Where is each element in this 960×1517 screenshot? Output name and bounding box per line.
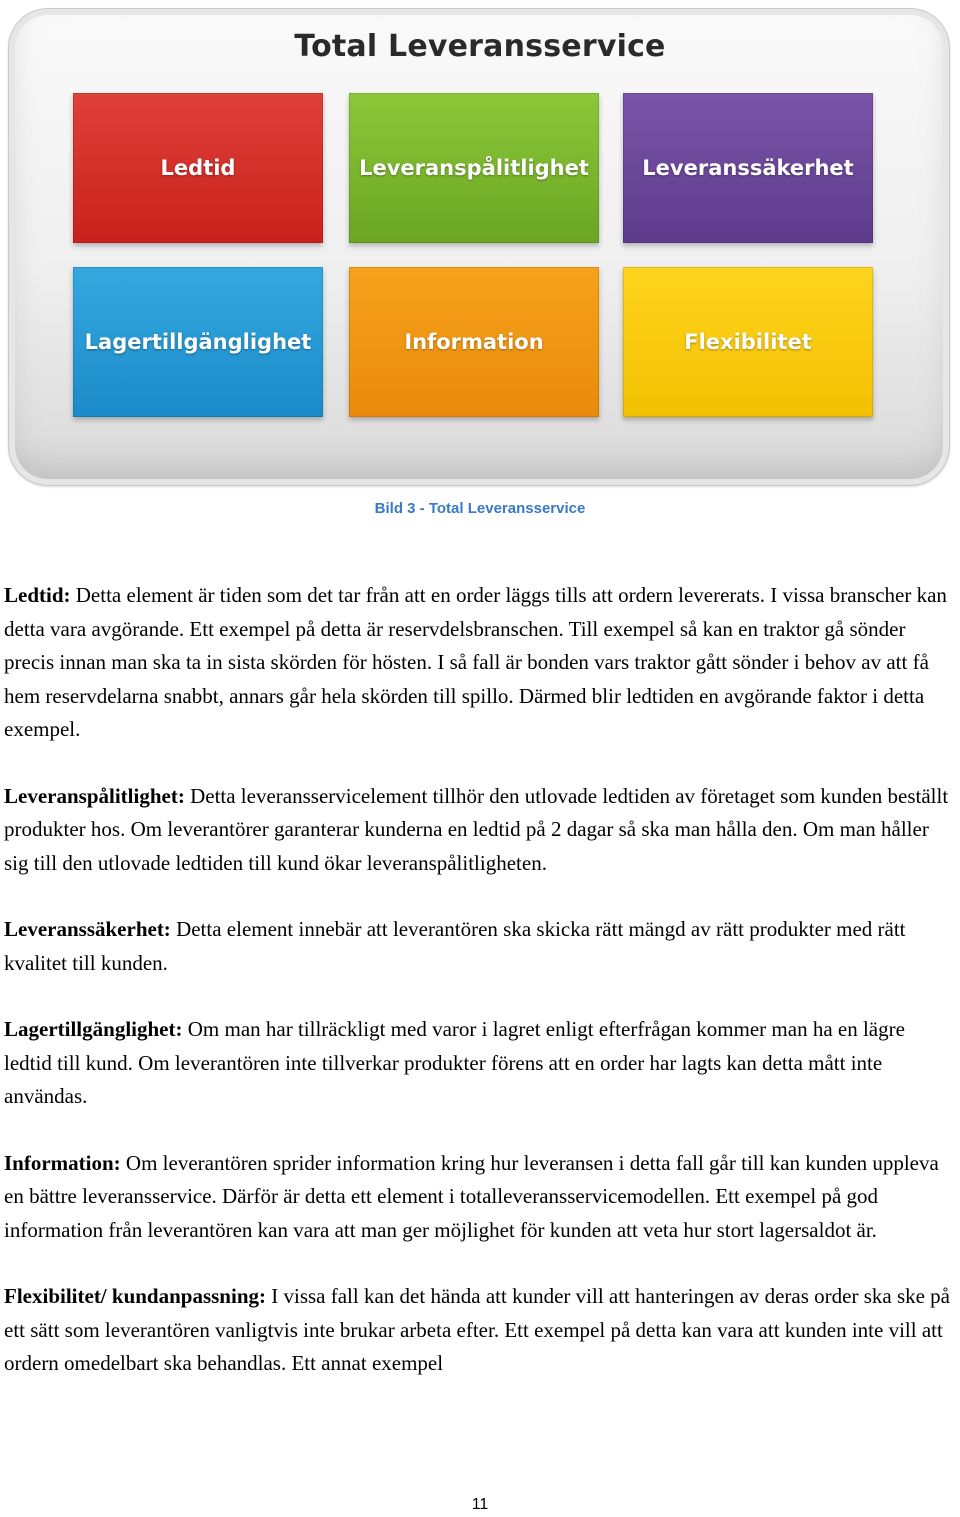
term-lagertillganglighet: Lagertillgänglighet: [4, 1017, 183, 1041]
text-leveranssakerhet: Detta element innebär att leverantören ska skicka rätt mängd av rätt produkter med rätt kvalitet till kunden. [4, 917, 906, 975]
paragraph-leveranssakerhet [4, 913, 956, 980]
text-lagertillganglighet: Om man har tillräckligt med varor i lagret enligt efterfrågan kommer man ha en lägre ledtid till kund. Om leverantören inte tillverkar produkter förens att en order har lagts kan detta mått inte användas. [4, 1017, 905, 1108]
paragraph-ledtid [4, 579, 956, 747]
diagram-title: Total Leveransservice [294, 29, 666, 64]
text-information: Om leverantören sprider information kring hur leveransen i detta fall går till kan kunden uppleva en bättre leveransservice. Därför är detta ett element i totalleveransservicemodellen. Ett exempel på god information från leverantören kan vara att man ger möjlighet för kunden att veta hur stort lagersaldot är. [4, 1150, 939, 1242]
term-ledtid: Ledtid: [4, 583, 71, 607]
box-lagertillganglighet: Lagertillgänglighet [73, 267, 323, 417]
text-ledtid: Detta element är tiden som det tar från att en order läggs tills att ordern levererats. I vissa branscher kan detta vara avgörande. Ett exempel på detta är reservdelsbranschen. Till exempel så kan en traktor gå sönder precis innan man ska ta in sista skörden för hösten. I så fall är bonden vars traktor gått sönder i behov av att få hem reservdelarna snabbt, annars går hela skörden till spillo. Därmed blir ledtiden en avgörande faktor i detta exempel. [4, 583, 947, 741]
term-leveranssakerhet: Leveranssäkerhet: [4, 917, 171, 941]
figure-caption: Bild 3 - Total Leveransservice [374, 500, 586, 517]
box-ledtid: Ledtid [73, 93, 323, 243]
box-leveranspalitlighet: Leveranspålitlighet [349, 93, 599, 243]
paragraph-information [4, 1147, 956, 1248]
term-leveranspalitlighet: Leveranspålitlighet: [4, 783, 185, 808]
box-leveranssakerhet: Leveranssäkerhet [623, 93, 873, 243]
total-leveransservice-diagram [8, 8, 950, 486]
paragraph-lagertillganglighet [4, 1013, 956, 1114]
paragraph-leveranspalitlighet [4, 780, 956, 881]
term-flexibilitet: Flexibilitet/ kundanpassning: [4, 1284, 266, 1308]
body-text [4, 579, 956, 1414]
paragraph-flexibilitet [4, 1280, 956, 1381]
box-flexibilitet: Flexibilitet [623, 267, 873, 417]
page-number: 11 [471, 1496, 489, 1513]
text-leveranspalitlighet: Detta leveransservicelement tillhör den utlovade ledtiden av företaget som kunden beställt produkter hos. Om leverantörer garanterar kunderna en ledtid på 2 dagar så ska man hålla den. Om man håller sig till den utlovade ledtiden till kund ökar leveranspålitligheten. [4, 783, 949, 875]
text-flexibilitet: I vissa fall kan det hända att kunder vill att hanteringen av deras order ska ske på ett sätt som leverantören vanligtvis inte brukar arbeta efter. Ett exempel på detta kan vara att kunden inte vill att ordern omedelbart ska behandlas. Ett annat exempel [4, 1284, 951, 1375]
box-information: Information [349, 267, 599, 417]
term-information: Information: [4, 1150, 121, 1175]
